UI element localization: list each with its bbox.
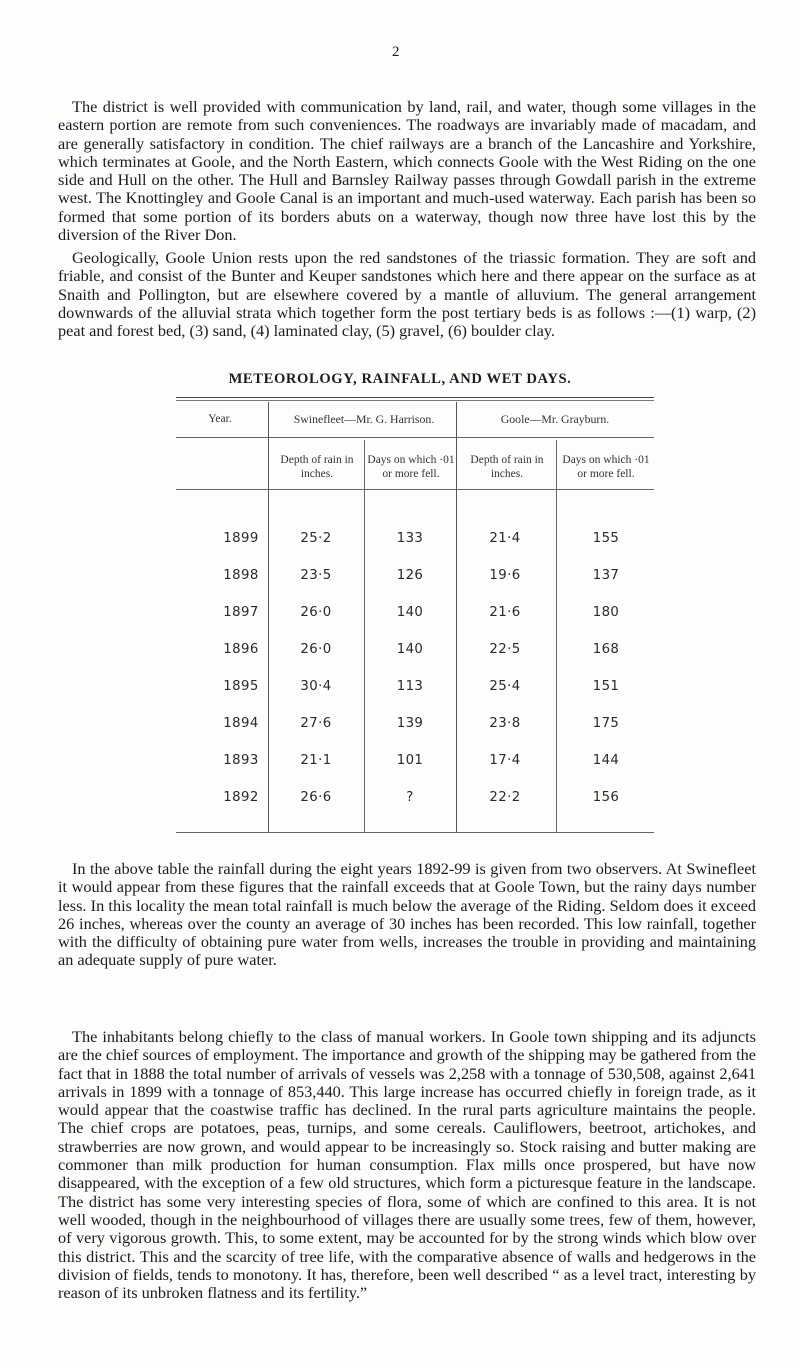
goole-subcolumn-rule: [556, 440, 557, 832]
subheader-divider-rule: [176, 489, 654, 490]
goole-depth-cell: 25·4: [489, 679, 521, 694]
year-header: Year.: [208, 413, 232, 425]
goole-days-cell: 168: [592, 642, 620, 657]
swinefleet-depth-cell: 23·5: [300, 568, 332, 583]
table-top-rule: [176, 397, 654, 398]
year-cell: 1899: [223, 531, 259, 546]
table-top-rule-second: [176, 400, 654, 401]
swinefleet-days-cell: 113: [396, 679, 424, 694]
year-cell: 1898: [223, 568, 259, 583]
swinefleet-days-cell: ?: [406, 790, 414, 805]
goole-depth-cell: 17·4: [489, 753, 521, 768]
swinefleet-depth-cell: 26·6: [300, 790, 332, 805]
table-bottom-rule: [176, 832, 654, 833]
section-heading: METEOROLOGY, RAINFALL, AND WET DAYS.: [228, 371, 572, 387]
goole-days-cell: 156: [592, 790, 620, 805]
swinefleet-depth-cell: 27·6: [300, 716, 332, 731]
swinefleet-days-cell: 101: [396, 753, 424, 768]
header-divider-rule: [176, 437, 654, 438]
swinefleet-group-header: Swinefleet—Mr. G. Harrison.: [293, 412, 435, 426]
goole-depth-cell: 21·4: [489, 531, 521, 546]
year-cell: 1897: [223, 605, 259, 620]
swinefleet-days-header: Days on which ·01 or more fell.: [367, 454, 455, 480]
goole-days-header: Days on which ·01 or more fell.: [562, 454, 650, 480]
paragraph-communications: The district is well provided with communication by land, rail, and water, though some villages in the eastern portion are remote from such conveniences. The roadways are invariably made of macadam, and are generally satisfactory in condition. The chief railways are a branch of the Lancashire and Yorkshire, which terminates at Goole, and the North Eastern, which connects Goole with the West Riding on the one side and Hull on the other. The Hull and Barnsley Railway passes through Gowdall parish in the extreme west. The Knottingley and Goole Canal is an important and much-used waterway. Each parish has been so formed that some portion of its borders abuts on a waterway, though now three have lost this by the diversion of the River Don.: [58, 97, 756, 245]
page-number: 2: [392, 44, 400, 60]
swinefleet-days-cell: 140: [396, 605, 424, 620]
goole-days-cell: 144: [592, 753, 620, 768]
swinefleet-subcolumn-rule: [364, 440, 365, 832]
swinefleet-days-cell: 133: [396, 531, 424, 546]
year-cell: 1896: [223, 642, 259, 657]
swinefleet-days-cell: 140: [396, 642, 424, 657]
paragraph-rainfall: In the above table the rainfall during the eight years 1892-99 is given from two observers. At Swinefleet it would appear from these figures that the rainfall exceeds that at Goole Town, but the rainy days number less. In this locality the mean total rainfall is much below the average of the Riding. Seldom does it exceed 26 inches, whereas over the county an average of 30 inches has been recorded. This low rainfall, together with the difficulty of obtaining pure water from wells, increases the trouble in providing and maintaining an adequate supply of pure water.: [58, 859, 756, 970]
goole-group-header: Goole—Mr. Grayburn.: [500, 412, 610, 426]
year-cell: 1895: [223, 679, 259, 694]
goole-depth-cell: 22·5: [489, 642, 521, 657]
goole-days-cell: 180: [592, 605, 620, 620]
goole-depth-cell: 19·6: [489, 568, 521, 583]
goole-depth-cell: 23·8: [489, 716, 521, 731]
year-cell: 1892: [223, 790, 259, 805]
goole-depth-cell: 21·6: [489, 605, 521, 620]
swinefleet-depth-header: Depth of rain in inches.: [280, 454, 354, 480]
swinefleet-depth-cell: 26·0: [300, 605, 332, 620]
swinefleet-depth-cell: 21·1: [300, 753, 332, 768]
year-cell: 1894: [223, 716, 259, 731]
goole-depth-header: Depth of rain in inches.: [470, 454, 544, 480]
paragraph-inhabitants: The inhabitants belong chiefly to the class of manual workers. In Goole town shipping and its adjuncts are the chief sources of employment. The importance and growth of the shipping may be gathered from the fact that in 1888 the total number of arrivals of vessels was 2,258 with a tonnage of 530,508, against 2,641 arrivals in 1899 with a tonnage of 853,440. This large increase has occurred chiefly in foreign trade, as it would appear that the coastwise traffic has declined. In the rural parts agriculture maintains the people. The chief crops are potatoes, peas, turnips, and some cereals. Cauliflowers, beetroot, artichokes, and strawberries are now grown, and would appear to be increasingly so. Stock raising and butter making are commoner than milk production for human consumption. Flax mills once prospered, but have now disappeared, with the exception of a few old structures, which form a picturesque feature in the landscape. The district has some very interesting species of flora, some of which are confined to this area. It is not well wooded, though in the neighbourhood of villages there are usually some trees, few of them, however, of very vigorous growth. This, to some extent, may be accounted for by the strong winds which blow over this district. This and the scarcity of tree life, with the comparative absence of walls and hedgerows in the division of fields, tends to monotony. It has, therefore, been well described “ as a level tract, interesting by reason of its unbroken flatness and its fertility.”: [58, 1027, 756, 1303]
swinefleet-days-cell: 126: [396, 568, 424, 583]
swinefleet-depth-cell: 26·0: [300, 642, 332, 657]
year-cell: 1893: [223, 753, 259, 768]
goole-depth-cell: 22·2: [489, 790, 521, 805]
goole-days-cell: 137: [592, 568, 620, 583]
paragraph-geology: Geologically, Goole Union rests upon the red sandstones of the triassic formation. They are soft and friable, and consist of the Bunter and Keuper sandstones which here and there appear on the surface as at Snaith and Pollington, but are elsewhere covered by a mantle of alluvium. The general arrangement downwards of the alluvial strata which together form the post tertiary beds is as follows :—(1) warp, (2) peat and forest bed, (3) sand, (4) laminated clay, (5) gravel, (6) boulder clay.: [58, 248, 756, 341]
swinefleet-days-cell: 139: [396, 716, 424, 731]
swinefleet-depth-cell: 25·2: [300, 531, 332, 546]
goole-days-cell: 151: [592, 679, 620, 694]
goole-days-cell: 175: [592, 716, 620, 731]
swinefleet-depth-cell: 30·4: [300, 679, 332, 694]
goole-days-cell: 155: [592, 531, 620, 546]
